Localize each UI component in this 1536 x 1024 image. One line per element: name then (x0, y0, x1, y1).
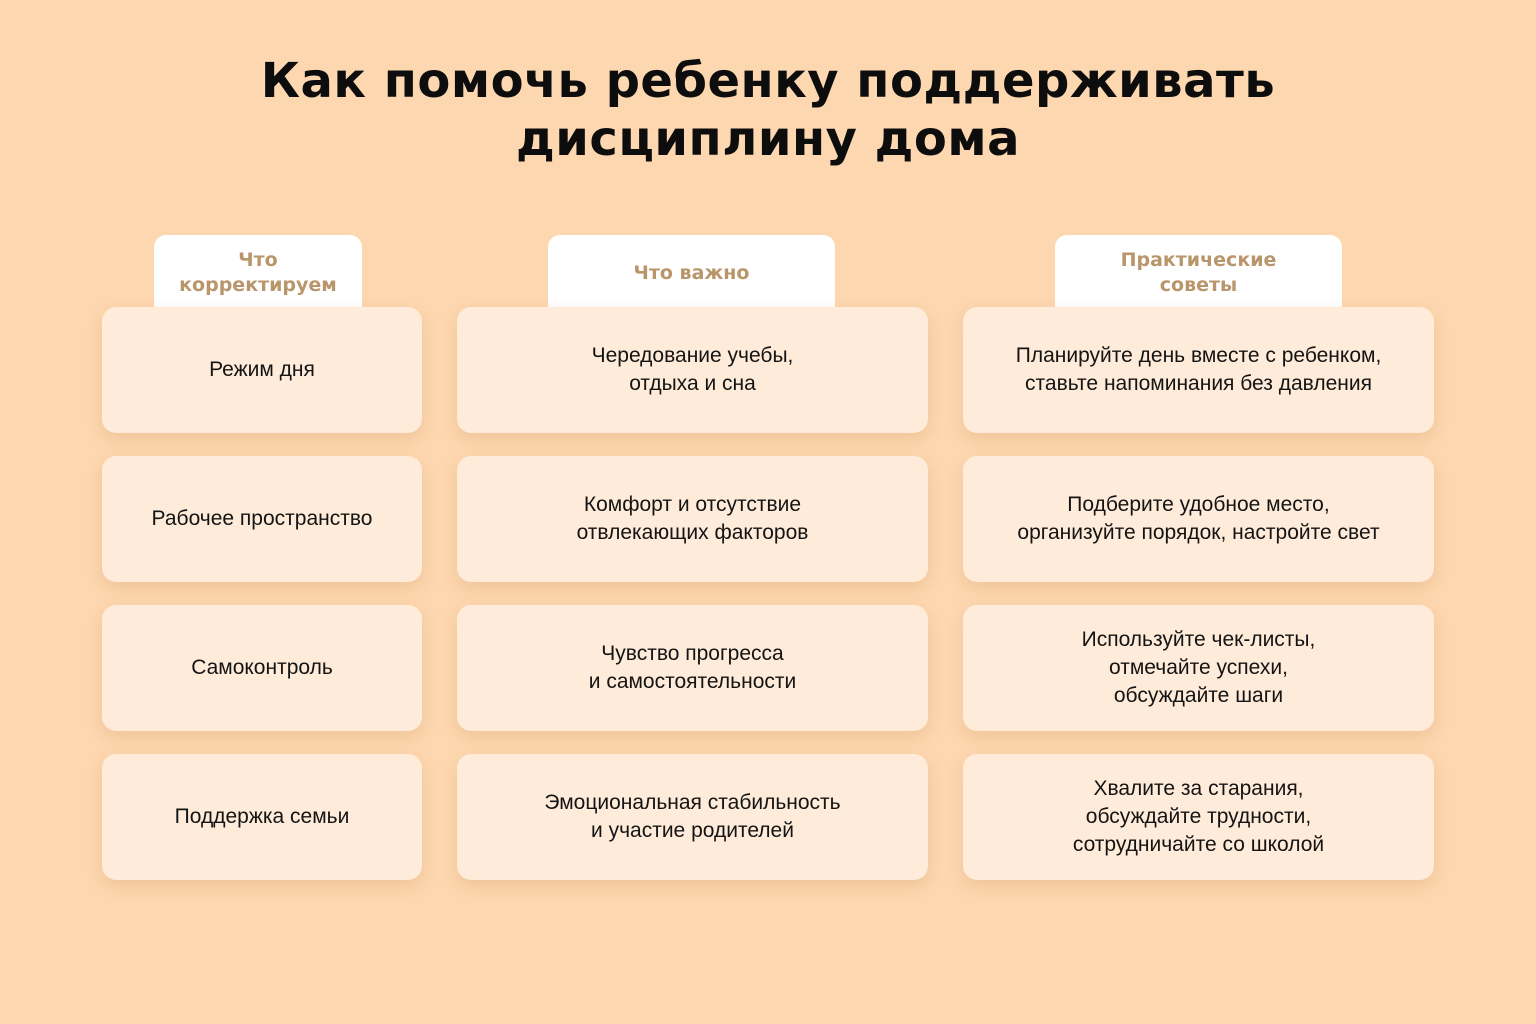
card-text: Используйте чек-листы, отмечайте успехи, обсуждайте шаги (1081, 628, 1316, 707)
column-header-label: Что важно (633, 261, 750, 284)
card-text: Хвалите за старания, обсуждайте трудности, сотрудничайте со школой (1072, 777, 1325, 856)
page-title-line-2: дисциплину дома (515, 111, 1021, 167)
card-correct-workspace (102, 456, 422, 582)
card-important-self-control (457, 605, 928, 731)
column-header-label: Что корректируем (179, 249, 337, 296)
card-text: Поддержка семьи (174, 805, 350, 828)
card-text: Режим дня (209, 358, 315, 381)
card-advice-daily-routine (963, 307, 1434, 433)
card-text: Чувство прогресса и самостоятельности (588, 642, 797, 693)
page-title-line-1: Как помочь ребенку поддерживать (260, 53, 1276, 109)
card-advice-family-support (963, 754, 1434, 880)
card-correct-family-support (102, 754, 422, 880)
column-header-practical-advice (1055, 235, 1342, 307)
card-text: Рабочее пространство (151, 507, 373, 530)
card-text: Чередование учебы, отдыха и сна (591, 344, 794, 395)
card-text: Подберите удобное место, организуйте порядок, настройте свет (1017, 493, 1380, 544)
card-correct-self-control (102, 605, 422, 731)
card-text: Самоконтроль (191, 656, 333, 679)
card-advice-workspace (963, 456, 1434, 582)
card-text: Эмоциональная стабильность и участие родителей (544, 791, 841, 842)
card-text: Комфорт и отсутствие отвлекающих факторов (576, 493, 809, 544)
column-header-label: Практические советы (1120, 249, 1277, 296)
card-important-family-support (457, 754, 928, 880)
card-correct-daily-routine (102, 307, 422, 433)
column-header-what-we-correct (154, 235, 362, 307)
card-important-workspace (457, 456, 928, 582)
card-advice-self-control (963, 605, 1434, 731)
page-title (0, 52, 1536, 168)
card-text: Планируйте день вместе с ребенком, ставьте напоминания без давления (1015, 344, 1382, 395)
column-header-what-matters (548, 235, 835, 307)
card-important-daily-routine (457, 307, 928, 433)
